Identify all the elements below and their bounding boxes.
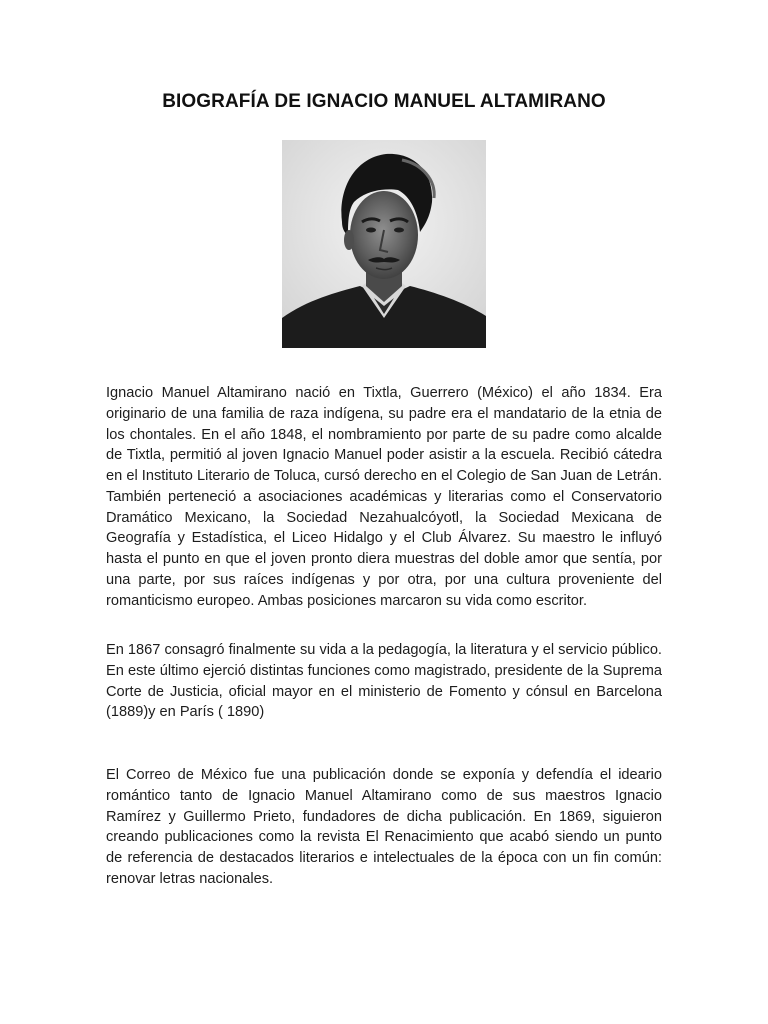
biography-paragraph-2: En 1867 consagró finalmente su vida a la pedagogía, la literatura y el servicio público. En este último ejerció distintas funciones como magistrado, presidente de la Suprema Corte de Justicia, oficial mayor en el ministerio de Fomento y cónsul en Barcelona (1889)y en París ( 1890)	[106, 642, 662, 721]
portrait-photo	[282, 140, 486, 348]
biography-paragraph-1: Ignacio Manuel Altamirano nació en Tixtla, Guerrero (México) el año 1834. Era originario de una familia de raza indígena, su padre era el mandatario de la etnia de los chontales. En el año 1848, el nombramiento por parte de su padre como alcalde de Tixtla, permitió al joven Ignacio Manuel poder asistir a la escuela. Recibió cátedra en el Instituto Literario de Toluca, cursó derecho en el Colegio de San Juan de Letrán. También perteneció a asociaciones académicas y literarias como el Conservatorio Dramático Mexicano, la Sociedad Nezahualcóyotl, la Sociedad Mexicana de Geografía y Estadística, el Liceo Hidalgo y el Club Álvarez. Su maestro le influyó hasta el punto en que el joven pronto diera muestras del doble amor que sentía, por una parte, por sus raíces indígenas y por otra, por una cultura proveniente del romanticismo europeo. Ambas posiciones marcaron su vida como escritor.	[106, 385, 662, 609]
page-title: BIOGRAFÍA DE IGNACIO MANUEL ALTAMIRANO	[162, 91, 606, 112]
biography-paragraph-3: El Correo de México fue una publicación donde se exponía y defendía el ideario romántico tanto de Ignacio Manuel Altamirano como de sus maestros Ignacio Ramírez y Guillermo Prieto, fundadores de dicha publicación. En 1869, siguieron creando publicaciones como la revista El Renacimiento que acabó siendo un punto de referencia de destacados literarios e intelectuales de la época con un fin común: renovar letras nacionales.	[106, 767, 662, 887]
